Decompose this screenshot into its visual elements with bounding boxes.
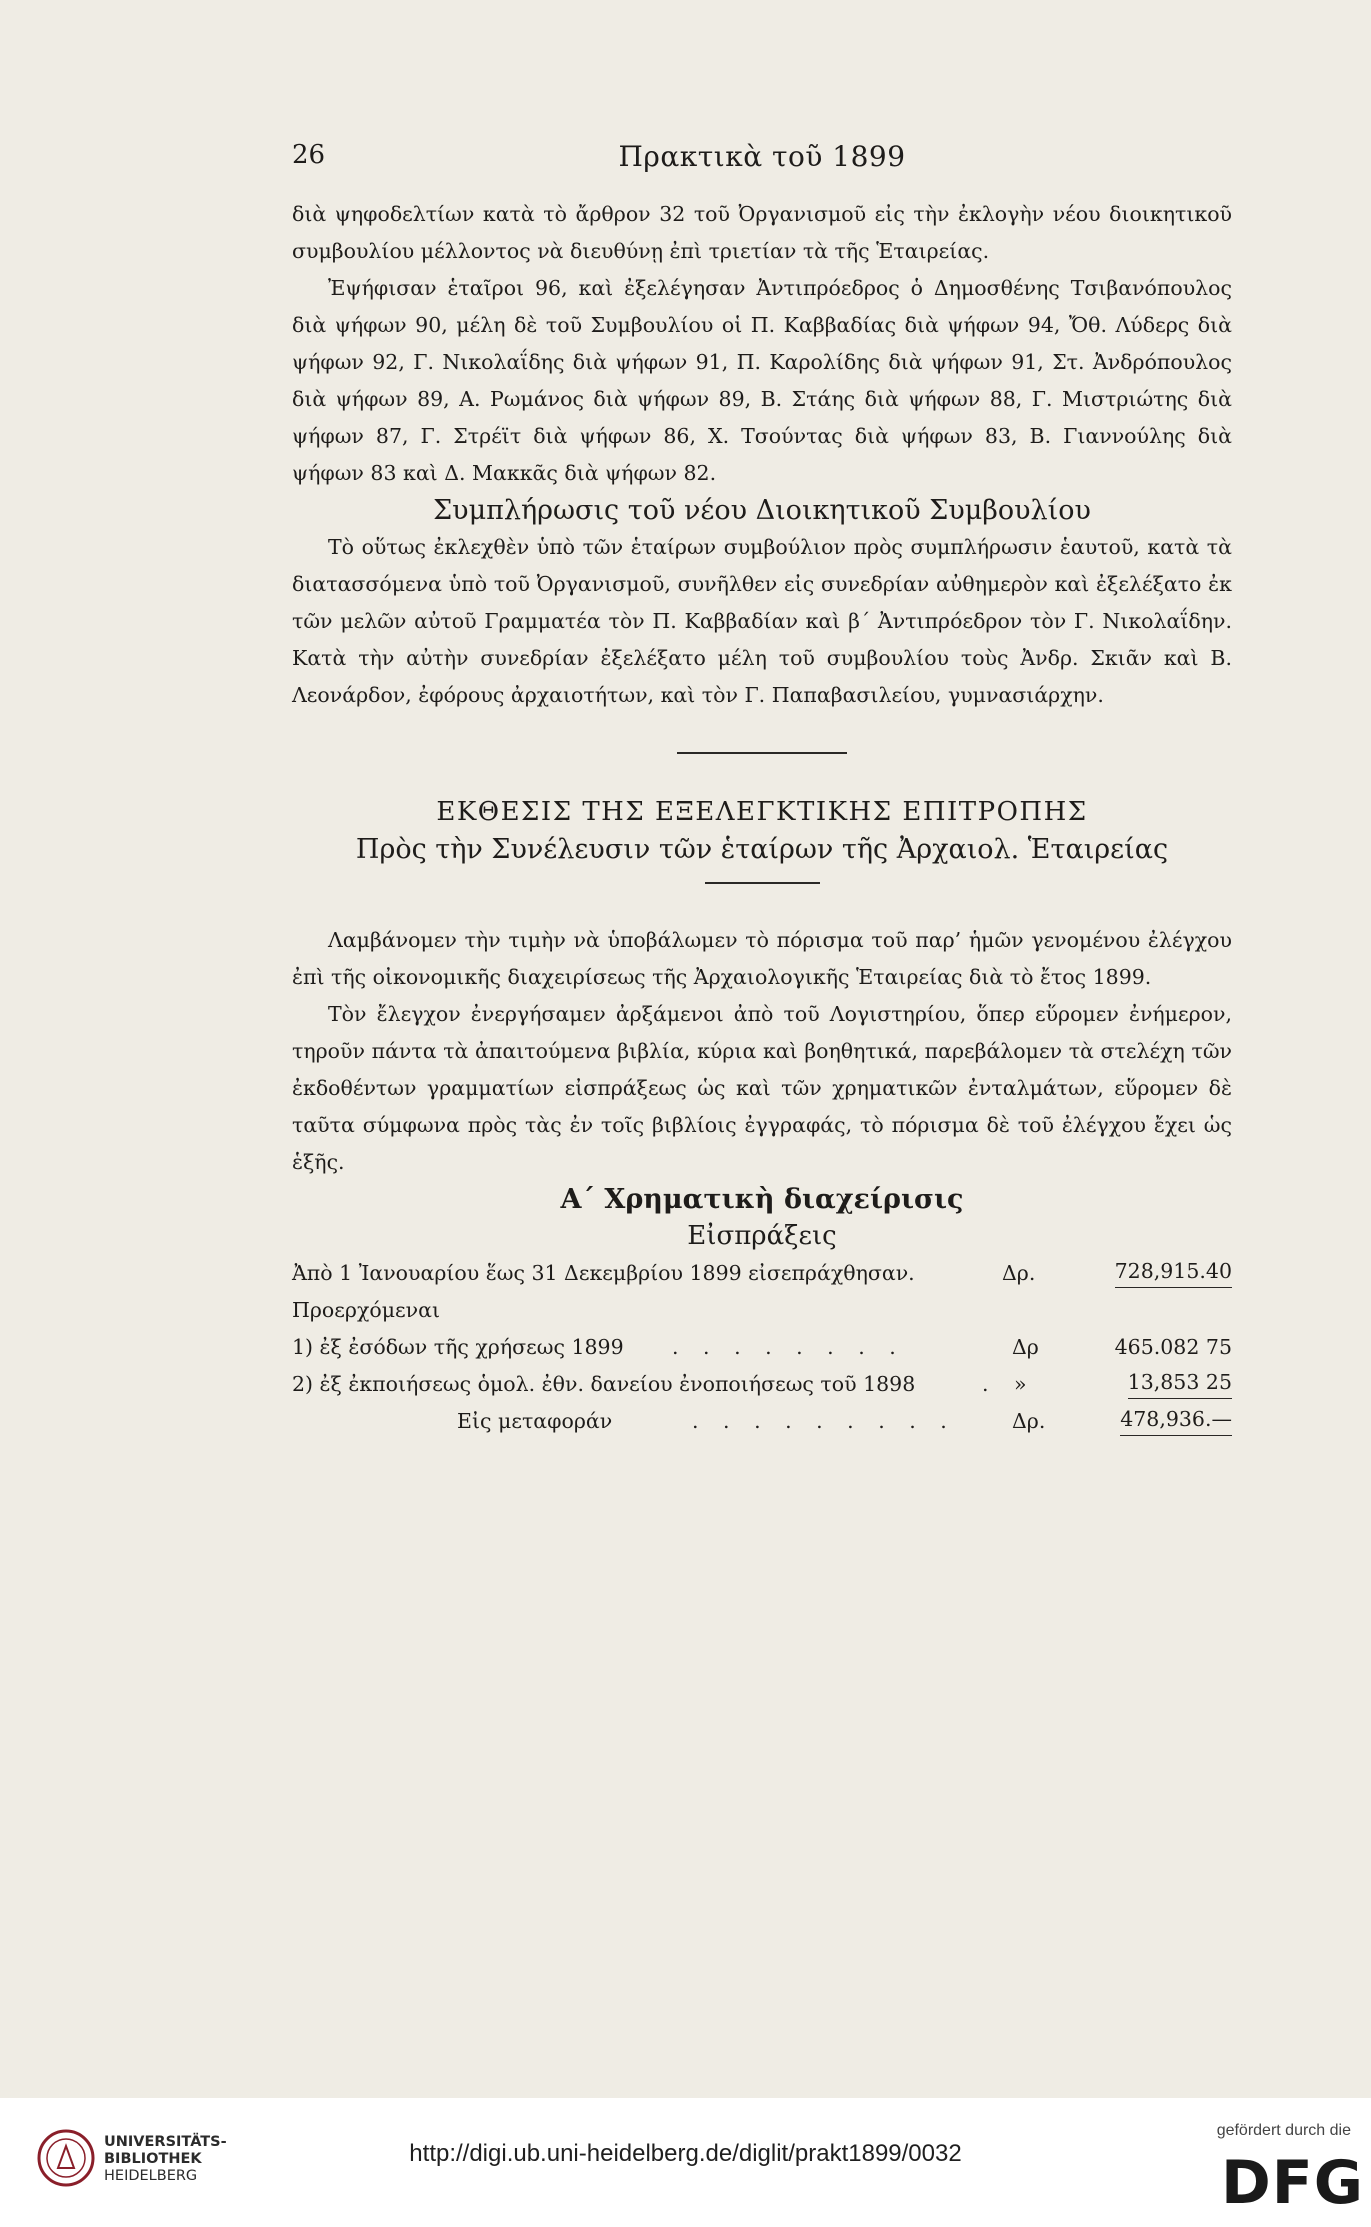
running-header: [292, 140, 1232, 180]
account-label: Ἀπὸ 1 Ἰανουαρίου ἕως 31 Δεκεμβρίου 1899 εἰσεπράχθησαν.: [292, 1261, 915, 1285]
account-amount: 728,915.40: [1115, 1255, 1232, 1288]
account-currency: Δρ: [1012, 1335, 1039, 1359]
paragraph-report-2: Τὸν ἔλεγχον ἐνεργήσαμεν ἀρξάμενοι ἀπὸ τοῦ Λογιστηρίου, ὅπερ εὕρομεν ἐνήμερον, τηροῦν πάντα τὰ ἀπαιτούμενα βιβλία, κύρια καὶ βοηθητικά, παρεβάλομεν τὰ στελέχη τῶν ἐκδοθέντων γραμματίων εἰσπράξεως ὡς καὶ τῶν χρηματικῶν ἐνταλμάτων, εὕρομεν δὲ ταῦτα σύμφωνα πρὸς τὰς ἐν τοῖς βιβλίοις ἐγγραφάς, τὸ πόρισμα δὲ τοῦ ἐλέγχου ἔχει ὡς ἑξῆς.: [292, 1002, 1232, 1174]
receipts-heading: Εἰσπράξεις: [687, 1221, 837, 1251]
running-title: Πρακτικὰ τοῦ 1899: [618, 140, 906, 173]
library-name: UNIVERSITÄTS- BIBLIOTHEK HEIDELBERG: [104, 2134, 227, 2184]
leader-dots: .: [982, 1372, 998, 1396]
digitization-footer: [0, 2098, 1371, 2227]
account-line-origin: [292, 1292, 1232, 1329]
leader-dots: . . . . . . . . .: [692, 1409, 956, 1433]
account-label: 1) ἐξ ἐσόδων τῆς χρήσεως 1899: [292, 1335, 624, 1359]
account-amount: 465.082 75: [1114, 1335, 1232, 1359]
account-currency: Δρ.: [1012, 1409, 1046, 1433]
page-body: [292, 196, 1232, 1440]
source-url-link[interactable]: http://digi.ub.uni-heidelberg.de/diglit/prakt1899/0032: [409, 2140, 962, 2167]
account-line-item-1: [292, 1329, 1232, 1366]
report-subheading: Πρὸς τὴν Συνέλευσιν τῶν ἑταίρων τῆς Ἀρχαιολ. Ἑταιρείας: [355, 834, 1169, 865]
account-amount: 13,853 25: [1128, 1366, 1232, 1399]
account-label: 2) ἐξ ἐκποιήσεως ὁμολ. ἐθν. δανείου ἐνοποιήσεως τοῦ 1898: [292, 1372, 916, 1396]
account-line-total-receipts: [292, 1255, 1232, 1292]
account-currency: Δρ.: [1002, 1261, 1036, 1285]
account-line-carry-forward: [292, 1403, 1232, 1440]
account-amount: 478,936.—: [1120, 1403, 1232, 1436]
leader-dots: . . . . . . . .: [672, 1335, 905, 1359]
paragraph-election-intro: διὰ ψηφοδελτίων κατὰ τὸ ἄρθρον 32 τοῦ Ὀργανισμοῦ εἰς τὴν ἐκλογὴν νέου διοικητικοῦ συμβουλίου μέλλοντος νὰ διευθύνῃ ἐπὶ τριετίαν τὰ τῆς Ἑταιρείας.: [292, 202, 1232, 263]
paragraph-report-1: Λαμβάνομεν τὴν τιμὴν νὰ ὑποβάλωμεν τὸ πόρισμα τοῦ παρ’ ἡμῶν γενομένου ἐλέγχου ἐπὶ τῆς οἰκονομικῆς διαχειρίσεως τῆς Ἀρχαιολογικῆς Ἑταιρείας διὰ τὸ ἔτος 1899.: [292, 928, 1232, 989]
dfg-logo: DFG: [1221, 2148, 1365, 2218]
paragraph-election-results: Ἐψήφισαν ἑταῖροι 96, καὶ ἐξελέγησαν Ἀντιπρόεδρος ὁ Δημοσθένης Τσιβανόπουλος διὰ ψήφων 90, μέλη δὲ τοῦ Συμβουλίου οἱ Π. Καββαδίας διὰ ψήφων 94, Ὄθ. Λύδερς διὰ ψήφων 92, Γ. Νικολαΐδης διὰ ψήφων 91, Π. Καρολίδης διὰ ψήφων 91, Στ. Ἀνδρόπουλος διὰ ψήφων 89, Α. Ρωμάνος διὰ ψήφων 89, Β. Στάης διὰ ψήφων 88, Γ. Μιστριώτης διὰ ψήφων 87, Γ. Στρέϊτ διὰ ψήφων 86, Χ. Τσούντας διὰ ψήφων 83, Β. Γιαννούλης διὰ ψήφων 83 καὶ Δ. Μακκᾶς διὰ ψήφων 82.: [292, 276, 1232, 485]
account-line-item-2: [292, 1366, 1232, 1403]
page-number: 26: [292, 140, 326, 170]
funding-note: gefördert durch die: [1216, 2122, 1351, 2139]
section-heading-council: Συμπλήρωσις τοῦ νέου Διοικητικοῦ Συμβουλίου: [433, 495, 1091, 526]
account-label: Εἰς μεταφοράν: [457, 1409, 613, 1433]
account-label: Προερχόμεναι: [292, 1298, 440, 1322]
account-currency: »: [1014, 1372, 1027, 1396]
paragraph-council: Τὸ οὕτως ἐκλεχθὲν ὑπὸ τῶν ἑταίρων συμβούλιον πρὸς συμπλήρωσιν ἑαυτοῦ, κατὰ τὰ διατασσόμενα ὑπὸ τοῦ Ὀργανισμοῦ, συνῆλθεν εἰς συνεδρίαν αὐθημερὸν καὶ ἐξελέξατο ἐκ τῶν μελῶν αὐτοῦ Γραμματέα τὸν Π. Καββαδίαν καὶ β΄ Ἀντιπρόεδρον τὸν Γ. Νικολαΐδην. Κατὰ τὴν αὐτὴν συνεδρίαν ἐξελέξατο μέλη τοῦ συμβουλίου τοὺς Ἀνδρ. Σκιᾶν καὶ Β. Λεονάρδον, ἐφόρους ἀρχαιοτήτων, καὶ τὸν Γ. Παπαβασιλείου, γυμνασιάρχην.: [292, 535, 1232, 707]
separator-rule-short: [705, 882, 820, 884]
separator-rule: [677, 752, 847, 754]
finance-heading: Α΄ Χρηματικὴ διαχείρισις: [560, 1184, 964, 1215]
report-heading: ΕΚΘΕΣΙΣ ΤΗΣ ΕΞΕΛΕΓΚΤΙΚΗΣ ΕΠΙΤΡΟΠΗΣ: [436, 797, 1088, 827]
